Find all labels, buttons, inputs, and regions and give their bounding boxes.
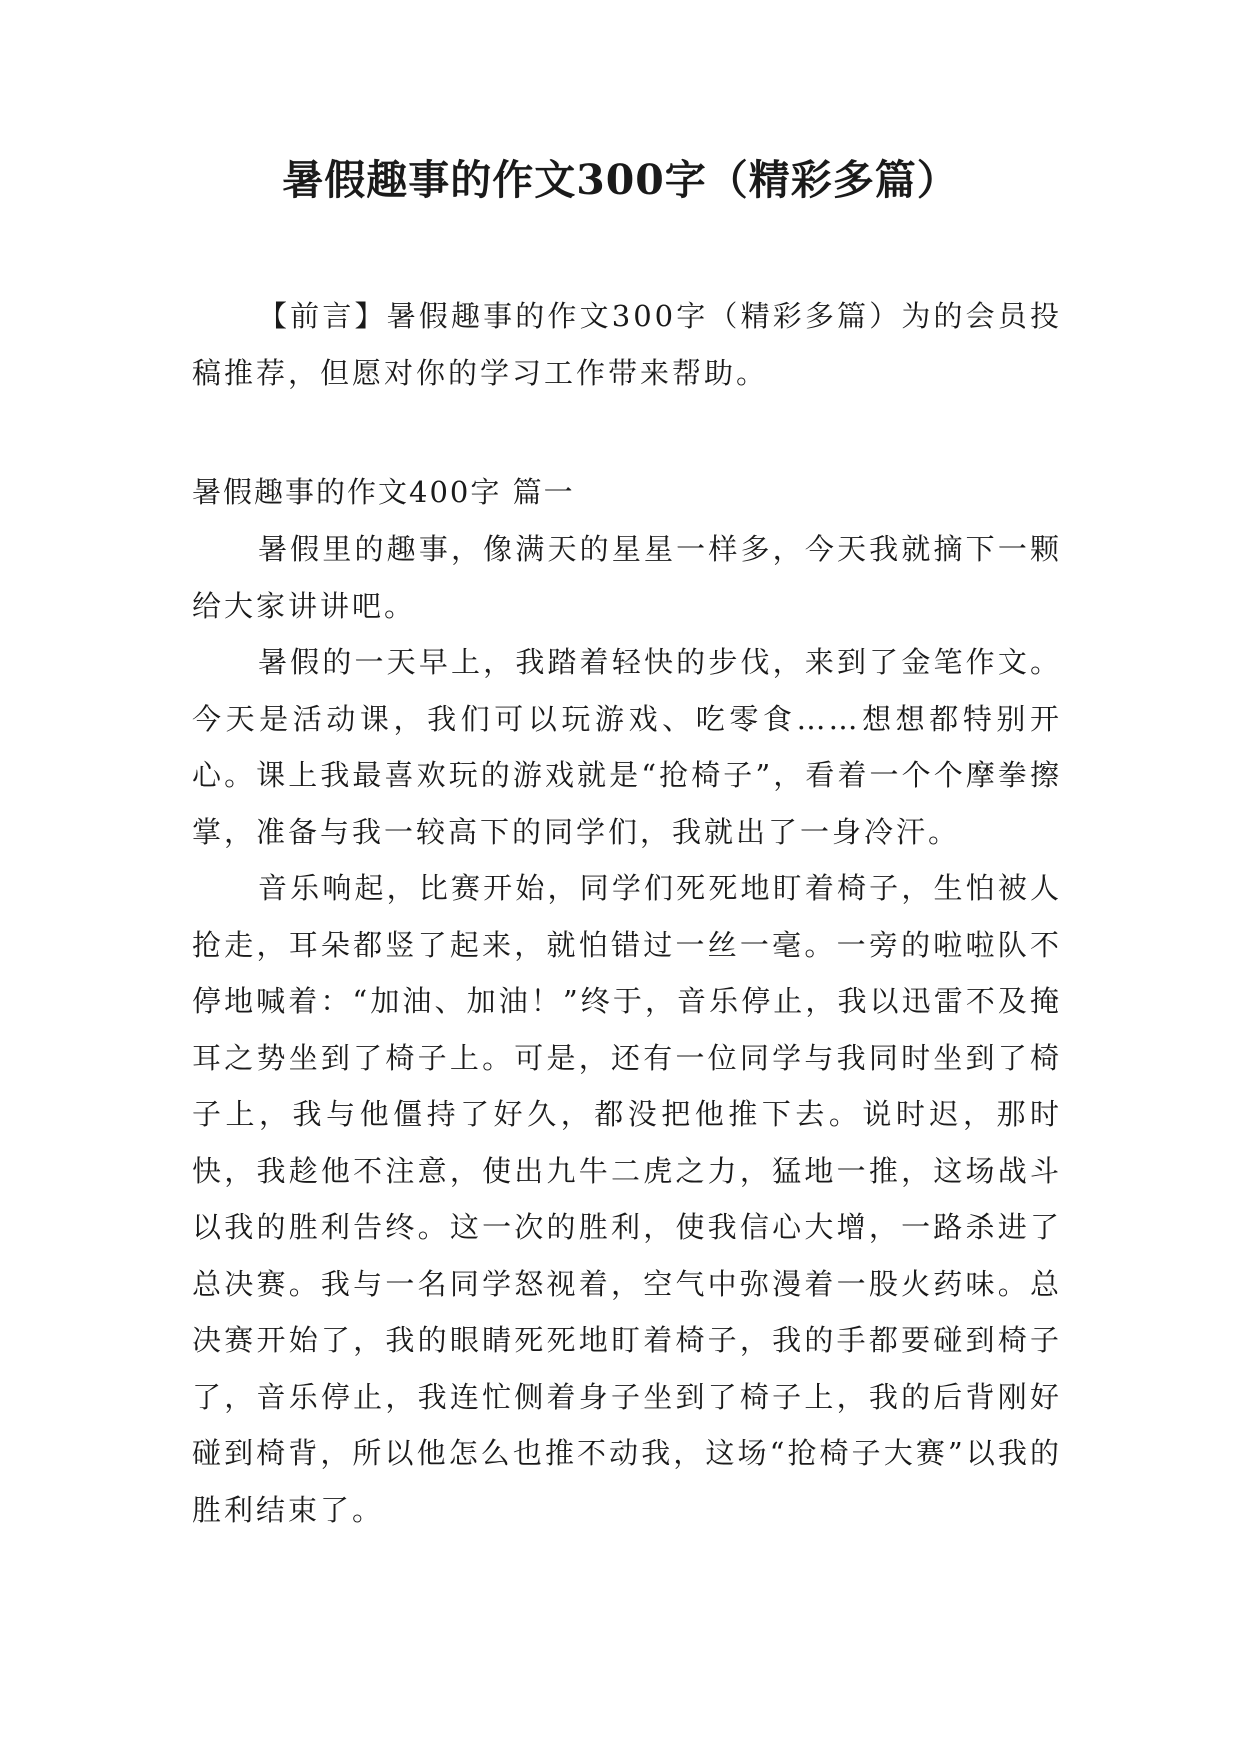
section-heading: 暑假趣事的作文400字 篇一	[192, 475, 575, 509]
body-paragraph-3: 音乐响起，比赛开始，同学们死死地盯着椅子，生怕被人抢走，耳朵都竖了起来，就怕错过一丝一毫。一旁的啦啦队不停地喊着：“加油、加油！”终于，音乐停止，我以迅雷不及掩耳之势坐到了椅子上。可是，还有一位同学与我同时坐到了椅子上，我与他僵持了好久，都没把他推下去。说时迟，那时快，我趁他不注意，使出九牛二虎之力，猛地一推，这场战斗以我的胜利告终。这一次的胜利，使我信心大增，一路杀进了总决赛。我与一名同学怒视着，空气中弥漫着一股火药味。总决赛开始了，我的眼睛死死地盯着椅子，我的手都要碰到椅子了，音乐停止，我连忙侧着身子坐到了椅子上，我的后背刚好碰到椅背，所以他怎么也推不动我，这场“抢椅子大赛”以我的胜利结束了。	[192, 871, 1062, 1527]
body-paragraph-2: 暑假的一天早上，我踏着轻快的步伐，来到了金笔作文。今天是活动课，我们可以玩游戏、吃零食……想想都特别开心。课上我最喜欢玩的游戏就是“抢椅子”，看着一个个摩拳擦掌，准备与我一较高下的同学们，我就出了一身冷汗。	[192, 645, 1062, 849]
body-paragraph-1: 暑假里的趣事，像满天的星星一样多，今天我就摘下一颗给大家讲讲吧。	[192, 532, 1062, 623]
preface-paragraph: 【前言】暑假趣事的作文300字（精彩多篇）为的会员投稿推荐，但愿对你的学习工作带来帮助。	[192, 299, 1062, 390]
document-title: 暑假趣事的作文300字（精彩多篇）	[282, 156, 959, 204]
